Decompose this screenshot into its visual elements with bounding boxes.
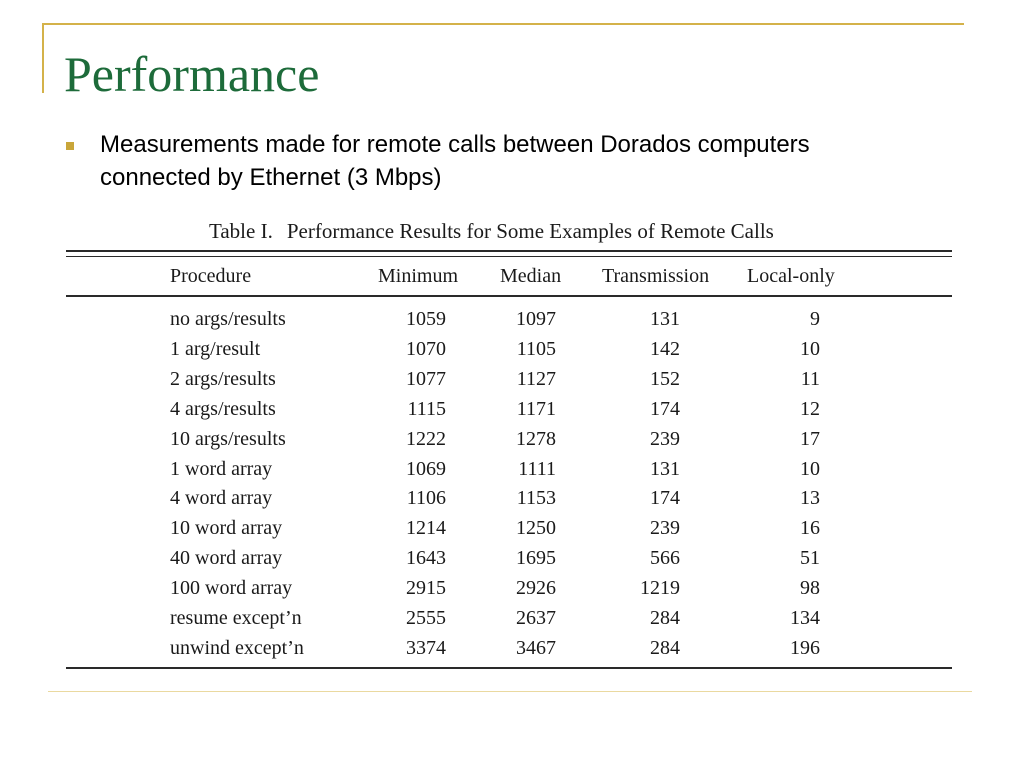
table-header-rule	[66, 295, 952, 297]
table-row	[64, 455, 956, 485]
cell-local-only: 10	[800, 337, 820, 360]
cell-minimum: 1222	[406, 427, 446, 450]
table-row	[64, 514, 956, 544]
table-row	[64, 305, 956, 335]
cell-transmission: 566	[650, 547, 680, 570]
table-row	[64, 604, 956, 634]
table-row	[64, 365, 956, 395]
cell-procedure: 100 word array	[170, 577, 293, 600]
cell-local-only: 98	[800, 577, 820, 600]
header-median: Median	[500, 265, 562, 287]
cell-procedure: 4 word array	[170, 487, 273, 510]
cell-procedure: no args/results	[170, 308, 286, 330]
square-bullet-icon	[66, 142, 74, 150]
cell-transmission: 142	[650, 337, 680, 360]
cell-median: 1105	[516, 337, 556, 360]
header-transmission: Transmission	[602, 265, 710, 287]
cell-transmission: 284	[650, 607, 680, 629]
bullet-text: Measurements made for remote calls between Dorados computers connected by Ethernet (3 Mbps)	[100, 131, 810, 191]
cell-minimum: 1069	[406, 457, 446, 480]
cell-transmission: 131	[650, 457, 680, 480]
header-local-only: Local-only	[747, 265, 835, 287]
cell-local-only: 134	[790, 607, 820, 629]
frame-left-line	[42, 23, 44, 93]
cell-transmission: 131	[650, 308, 680, 330]
cell-transmission: 239	[650, 427, 680, 450]
cell-local-only: 11	[800, 367, 820, 390]
cell-median: 1250	[516, 517, 556, 540]
cell-transmission: 174	[650, 487, 680, 510]
cell-minimum: 1214	[406, 517, 446, 540]
performance-table	[64, 212, 956, 678]
cell-transmission: 152	[650, 367, 680, 390]
table-bottom-rule	[66, 667, 952, 669]
cell-median: 3467	[516, 636, 556, 659]
cell-local-only: 196	[790, 636, 820, 659]
cell-procedure: unwind except’n	[170, 636, 304, 659]
header-procedure: Procedure	[170, 265, 252, 287]
cell-minimum: 1115	[407, 397, 446, 420]
cell-local-only: 9	[810, 308, 820, 330]
table-row	[64, 395, 956, 425]
cell-median: 1111	[518, 457, 556, 480]
cell-minimum: 2915	[406, 577, 446, 600]
table-row	[64, 634, 956, 664]
cell-minimum: 1077	[406, 367, 446, 390]
frame-top-line	[42, 23, 964, 25]
frame-bottom-line	[48, 691, 972, 692]
cell-procedure: 1 word array	[170, 457, 273, 480]
cell-minimum: 1643	[406, 547, 446, 570]
cell-minimum: 1059	[406, 308, 446, 330]
table-row	[64, 574, 956, 604]
cell-procedure: 2 args/results	[170, 367, 276, 390]
cell-transmission: 239	[650, 517, 680, 540]
cell-local-only: 12	[800, 397, 820, 420]
header-minimum: Minimum	[378, 265, 459, 287]
cell-procedure: resume except’n	[170, 607, 302, 629]
cell-procedure: 1 arg/result	[170, 337, 261, 360]
cell-procedure: 4 args/results	[170, 397, 276, 420]
cell-local-only: 17	[800, 427, 820, 450]
cell-median: 1097	[516, 308, 556, 330]
cell-procedure: 40 word array	[170, 547, 283, 570]
cell-local-only: 13	[800, 487, 820, 510]
table-top-rule	[66, 250, 952, 252]
cell-median: 2637	[516, 607, 556, 629]
table-top-rule-thin	[66, 256, 952, 257]
cell-median: 1171	[516, 397, 556, 420]
table-caption-number: Table I.	[209, 219, 273, 243]
table-caption	[209, 218, 774, 244]
cell-median: 1278	[516, 427, 556, 450]
cell-local-only: 51	[800, 547, 820, 570]
table-row	[64, 544, 956, 574]
cell-procedure: 10 word array	[170, 517, 283, 540]
table-row	[64, 484, 956, 514]
cell-transmission: 1219	[640, 577, 680, 600]
cell-median: 1153	[516, 487, 556, 510]
cell-transmission: 284	[650, 636, 680, 659]
cell-local-only: 10	[800, 457, 820, 480]
cell-minimum: 2555	[406, 607, 446, 629]
cell-median: 2926	[516, 577, 556, 600]
cell-minimum: 1106	[406, 487, 446, 510]
table-row	[64, 425, 956, 455]
slide-title: Performance	[64, 46, 320, 102]
cell-median: 1127	[516, 367, 556, 390]
cell-local-only: 16	[800, 517, 820, 540]
cell-median: 1695	[516, 547, 556, 570]
table-caption-text: Performance Results for Some Examples of Remote Calls	[286, 219, 774, 243]
cell-minimum: 1070	[406, 337, 446, 360]
cell-minimum: 3374	[406, 636, 446, 659]
cell-procedure: 10 args/results	[170, 427, 286, 450]
cell-transmission: 174	[650, 397, 680, 420]
table-row	[64, 335, 956, 365]
